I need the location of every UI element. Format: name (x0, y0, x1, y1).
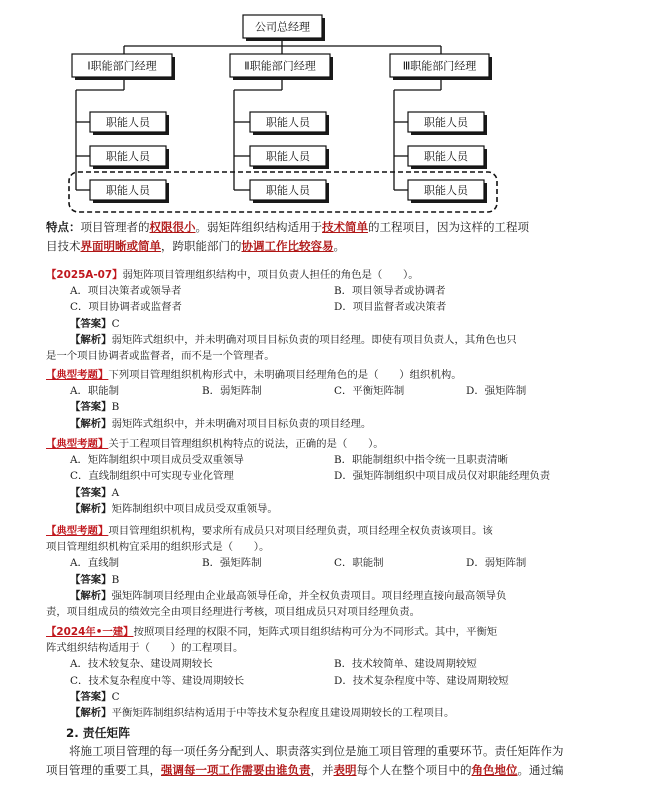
option: C．职能制 (334, 557, 384, 570)
option: A．职能制 (70, 385, 120, 398)
org-top-label: 公司总经理 (255, 20, 310, 34)
option: D．项目监督者或决策者 (334, 301, 447, 314)
org-node-staff (90, 180, 169, 203)
org-node-top (243, 15, 325, 41)
answer-label: 【答案】 (70, 690, 112, 703)
highlight-text: 协调工作比较容易 (241, 239, 334, 253)
question-tag: 【2024年•一建】 (46, 626, 134, 638)
highlight-text: 角色地位 (471, 763, 518, 777)
question-stem: 下列项目管理组织机构形式中，未明确项目经理角色的是（ ）组织机构。 (108, 369, 462, 381)
analysis-text: 弱矩阵式组织中，并未明确对项目目标负责的项目经理。 (111, 417, 372, 430)
option: B．弱矩阵制 (202, 385, 262, 398)
org-node-staff (250, 112, 329, 135)
answer-label: 【答案】 (70, 486, 112, 499)
question-block (46, 436, 606, 517)
option: C．平衡矩阵制 (334, 385, 405, 398)
answer-label: 【答案】 (70, 573, 112, 586)
answer-value: B (111, 573, 120, 586)
question-stem: 弱矩阵项目管理组织结构中，项目负责人担任的角色是（ ）。 (122, 269, 419, 281)
org-node-staff (408, 112, 487, 135)
option: B．强矩阵制 (202, 557, 262, 570)
analysis-text: 责，项目组成员的绩效完全由项目经理进行考核，项目组成员只对项目经理负责。 (46, 606, 421, 619)
question-stem: 关于工程项目管理组织机构特点的说法，正确的是（ ）。 (108, 438, 384, 450)
analysis-label: 【解析】 (70, 417, 112, 430)
org-staff-label: 职能人员 (424, 116, 468, 129)
org-node-staff (250, 146, 329, 169)
org-node-manager-1 (72, 54, 175, 80)
question-block (46, 267, 606, 364)
question-tag: 【典型考题】 (46, 525, 109, 537)
org-node-staff (408, 146, 487, 169)
question-tag: 【典型考题】 (46, 369, 109, 381)
answer-label: 【答案】 (70, 317, 112, 330)
org-staff-label: 职能人员 (106, 116, 150, 129)
analysis-text: 弱矩阵式组织中，并未明确对项目目标负责的项目经理。即使有项目负责人，其角色也只 (111, 333, 517, 346)
option: C．项目协调者或监督者 (70, 301, 182, 314)
highlight-text: 表明 (333, 763, 357, 777)
org-staff-label: 职能人员 (106, 150, 150, 163)
org-staff-label: 职能人员 (266, 150, 310, 163)
org-staff-label: 职能人员 (424, 150, 468, 163)
option: A．项目决策者或领导者 (70, 285, 182, 298)
org-node-manager-3 (390, 54, 492, 80)
analysis-label: 【解析】 (70, 589, 112, 602)
analysis-label: 【解析】 (70, 707, 112, 720)
highlight-text: 技术简单 (322, 220, 368, 234)
question-tag: 【典型考题】 (46, 438, 109, 450)
org-manager-label: Ⅲ职能部门经理 (402, 59, 477, 73)
org-staff-label: 职能人员 (106, 184, 150, 197)
answer-value: C (111, 317, 120, 330)
org-manager-label: Ⅰ职能部门经理 (87, 59, 157, 73)
option: C．直线制组织中可实现专业化管理 (70, 470, 234, 483)
answer-value: C (111, 690, 120, 703)
highlight-text: 界面明晰或简单 (80, 239, 161, 253)
analysis-label: 【解析】 (70, 333, 112, 346)
feature-label: 特点： (46, 220, 81, 234)
org-node-staff (408, 180, 487, 203)
org-staff-label: 职能人员 (266, 184, 310, 197)
highlight-text: 强调每一项工作需要由谁负责 (161, 763, 311, 777)
option: C．技术复杂程度中等、建设周期较长 (70, 674, 245, 687)
feature-paragraph: 特点：项目管理者的权限很小。弱矩阵组织结构适用于技术简单的工程项目，因为这样的工程项 目技术界面明晰或简单，跨职能部门的协调工作比较容易。 (46, 220, 529, 253)
org-staff-label: 职能人员 (424, 184, 468, 197)
analysis-text: 平衡矩阵制组织结构适用于中等技术复杂程度且建设周期较长的工程项目。 (111, 707, 455, 720)
org-node-manager-2 (230, 54, 333, 80)
question-stem: 项目管理组织机构宜采用的组织形式是（ ）。 (46, 541, 270, 554)
highlight-text: 权限很小 (149, 220, 196, 234)
org-node-staff (250, 180, 329, 203)
question-block (46, 523, 606, 620)
answer-value: A (111, 486, 120, 499)
analysis-text: 是一个项目协调者或监督者，而不是一个管理者。 (46, 350, 275, 363)
section-heading: 2. 责任矩阵 (66, 726, 130, 740)
org-node-staff (90, 146, 169, 169)
answer-value: B (111, 401, 120, 414)
option: A．技术较复杂、建设周期较长 (70, 658, 213, 671)
option: D．弱矩阵制 (466, 557, 527, 570)
org-chart (0, 0, 647, 215)
question-stem: 按照项目经理的权限不同，矩阵式项目组织结构可分为不同形式。其中，平衡矩 (133, 626, 498, 638)
question-stem: 阵式组织结构适用于（ ）的工程项目。 (46, 642, 244, 655)
section-paragraph: 将施工项目管理的每一项任务分配到人、职责落实到位是施工项目管理的重要环节。责任矩阵作为 项目管理的重要工具，强调每一项工作需要由谁负责，并表明每个人在整个项目中的角色地位。通过编 (46, 744, 564, 777)
option: A．矩阵制组织中项目成员受双重领导 (70, 454, 244, 467)
option: D．强矩阵制 (466, 385, 527, 398)
option: D．强矩阵制组织中项目成员仅对职能经理负责 (334, 470, 551, 483)
analysis-text: 强矩阵制项目经理由企业最高领导任命，并全权负责项目。项目经理直接向最高领导负 (111, 589, 507, 602)
analysis-label: 【解析】 (70, 502, 112, 515)
question-tag: 【2025A-07】 (46, 269, 123, 281)
option: B．项目领导者或协调者 (334, 285, 446, 298)
option: A．直线制 (70, 557, 120, 570)
option: B．技术较简单、建设周期较短 (334, 658, 477, 671)
org-staff-label: 职能人员 (266, 116, 310, 129)
org-manager-label: Ⅱ职能部门经理 (244, 59, 316, 73)
option: B．职能制组织中指令统一且职责清晰 (334, 454, 508, 467)
question-block (46, 367, 606, 432)
answer-label: 【答案】 (70, 401, 112, 414)
option: D．技术复杂程度中等、建设周期较短 (334, 674, 509, 687)
question-block (46, 624, 606, 721)
question-stem: 项目管理组织机构，要求所有成员只对项目经理负责，项目经理全权负责该项目。该 (108, 525, 493, 537)
analysis-text: 矩阵制组织中项目成员受双重领导。 (111, 502, 278, 515)
org-node-staff (90, 112, 169, 135)
